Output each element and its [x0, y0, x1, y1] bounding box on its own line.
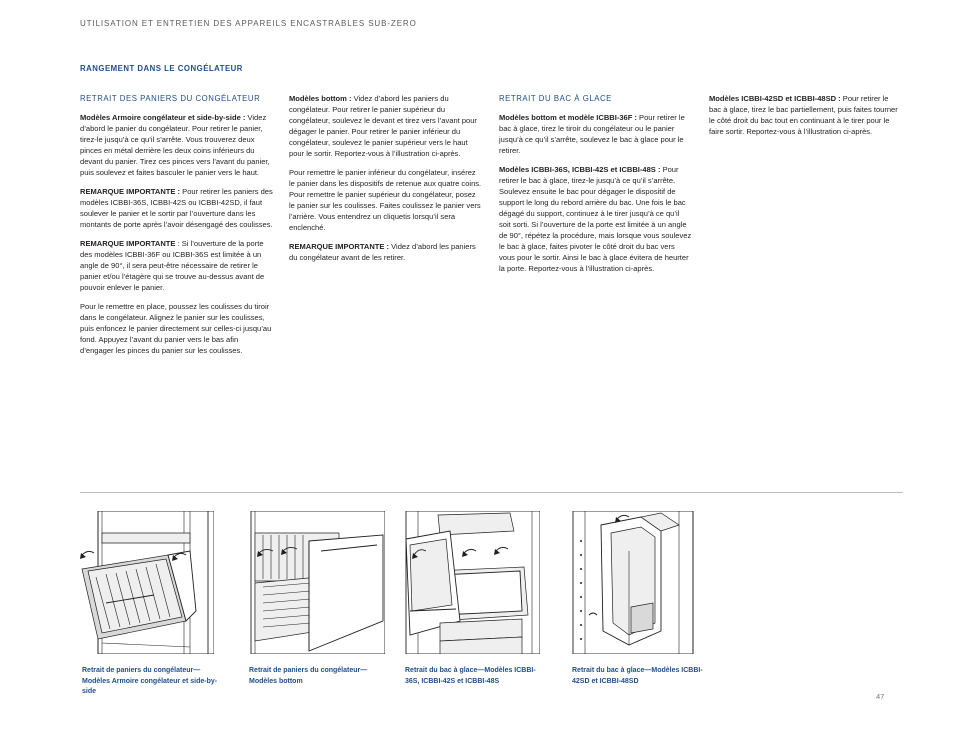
paragraph — [80, 186, 273, 230]
basket-illustration-1 — [78, 511, 214, 654]
illustration-side-by-side-basket — [78, 511, 214, 654]
illustration-ice-bin-sd-models — [571, 511, 707, 654]
paragraph — [289, 167, 482, 233]
section-title: RANGEMENT DANS LE CONGÉLATEUR — [80, 64, 243, 73]
figure-caption-1: Retrait de paniers du congélateur—Modèles Armoire congélateur et side-by-side — [82, 667, 218, 695]
basket-illustration-2 — [249, 511, 385, 654]
paragraph — [80, 238, 273, 293]
subheading-basket-removal: RETRAIT DES PANIERS DU CONGÉLATEUR — [80, 94, 261, 103]
bold-lead: REMARQUE IMPORTANTE : — [80, 187, 181, 196]
text-column-2 — [289, 93, 482, 271]
bold-lead: REMARQUE IMPORTANTE : — [289, 242, 390, 251]
ice-bin-illustration-1 — [404, 511, 540, 654]
paragraph — [499, 112, 692, 156]
figure-caption-4: Retrait du bac à glace—Modèles ICBBI-42SD et ICBBI-48SD — [572, 667, 703, 685]
paragraph-text: Videz d’abord les paniers du congélateur avant de les retirer. — [289, 242, 476, 262]
paragraph — [289, 241, 482, 263]
paragraph-text: Pour le remettre en place, poussez les coulisses du tiroir dans le congélateur. Alignez le panier sur les coulisses, puis enfoncez le panier directement sur celles-ci jusqu’au fond. Appuyez l’avant du panier vers le bas afin d’engager les pinces du panier sur les coulisses. — [80, 302, 272, 355]
paragraph — [80, 301, 273, 356]
paragraph — [289, 93, 482, 159]
horizontal-divider — [80, 492, 903, 493]
paragraph-text: Videz d’abord le panier du congélateur. Pour retirer le panier, tirez-le jusqu’à ce qu’il s’arrête. Vous trouverez deux pinces en métal derrière les deux coins inférieurs du devant du panier. Tirez ces pinces vers l’avant du panier, puis soulevez et faites basculer le panier vers le haut. — [80, 113, 270, 177]
figure-caption-3: Retrait du bac à glace—Modèles ICBBI-36S, ICBBI-42S et ICBBI-48S — [405, 667, 536, 685]
bold-lead: Modèles Armoire congélateur et side-by-side : — [80, 113, 246, 122]
illustration-ice-bin-side-by-side — [404, 511, 540, 654]
paragraph-text: Pour retirer le bac à glace, tirez le tiroir du congélateur ou le panier jusqu’à ce qu’il s’arrête, soulevez le bac à glace pour le retirer. — [499, 113, 685, 155]
running-header: UTILISATION ET ENTRETIEN DES APPAREILS ENCASTRABLES SUB-ZERO — [80, 19, 417, 28]
paragraph — [709, 93, 902, 137]
ice-bin-illustration-2 — [571, 511, 707, 654]
page-number: 47 — [876, 692, 885, 701]
illustration-bottom-freezer-baskets — [249, 511, 385, 654]
subheading-ice-bin-removal: RETRAIT DU BAC À GLACE — [499, 94, 612, 103]
paragraph-text: Pour retirer les paniers des modèles ICBBI-36S, ICBBI-42S ou ICBBI-42SD, il faut soulever le panier et le sortir par l’ouverture dans les montants de porte après l’avoir désengagé des coulisses. — [80, 187, 273, 229]
bold-lead: Modèles ICBBI-42SD et ICBBI-48SD : — [709, 94, 841, 103]
bold-lead: Modèles ICBBI-36S, ICBBI-42S et ICBBI-48S : — [499, 165, 661, 174]
paragraph-text: Pour retirer le bac à glace, tirez-le jusqu’à ce qu’il s’arrête. Soulevez ensuite le bac pour dégager le dispositif de support le long du rebord arrière du bac. Une fois le bac dégagé du support, continuez à le tirer jusqu’à ce qu’il soit sorti. Si l’ouverture de la porte est limitée à un angle de 90°, répétez la procédure, mais lorsque vous soulevez le bac à glace, faites pivoter le côté droit du bac vers vous pour le sortir. Ainsi le bac à glace évitera de heurter la porte. Reportez-vous à l’illustration ci-après. — [499, 165, 692, 273]
bold-lead: Modèles bottom : — [289, 94, 352, 103]
bold-lead: REMARQUE IMPORTANTE — [80, 239, 176, 248]
paragraph-text: Videz d’abord les paniers du congélateur. Pour retirer le panier supérieur du congélateur, soulevez le devant et tirez vers l’avant pour dégager le panier. Pour retirer le panier inférieur du congélateur, soulevez le panier supérieur vers le haut pour le sortir. Reportez-vous à l’illustration ci-après. — [289, 94, 477, 158]
paragraph — [499, 164, 692, 274]
bold-lead: Modèles bottom et modèle ICBBI-36F : — [499, 113, 637, 122]
text-column-3 — [499, 93, 692, 282]
paragraph — [80, 112, 273, 178]
paragraph-text: Pour remettre le panier inférieur du congélateur, insérez le panier dans les dispositifs de retenue aux quatre coins. Pour remettre le panier supérieur du congélateur, posez le panier sur les coulisses. Faites coulissez le panier vers l’arrière. Vous entendrez un cliquetis lorsqu’il sera enclenché. — [289, 168, 482, 232]
text-column-4 — [709, 93, 902, 145]
figure-caption-2: Retrait de paniers du congélateur—Modèles bottom — [249, 667, 368, 685]
paragraph-text: Pour retirer le bac à glace, tirez le bac partiellement, puis faites tourner le côté droit du bac tout en continuant à le tirer pour le faire sortir. Reportez-vous à l’illustration ci-après. — [709, 94, 898, 136]
paragraph-text: : Si l’ouverture de la porte des modèles ICBBI-36F ou ICBBI-36S est limitée à un angle de 90°, il sera peut-être nécessaire de retirer le panier et/ou l’étagère qui se trouve au-dessus avant de pouvoir enlever le panier. — [80, 239, 265, 292]
text-column-1 — [80, 93, 273, 364]
